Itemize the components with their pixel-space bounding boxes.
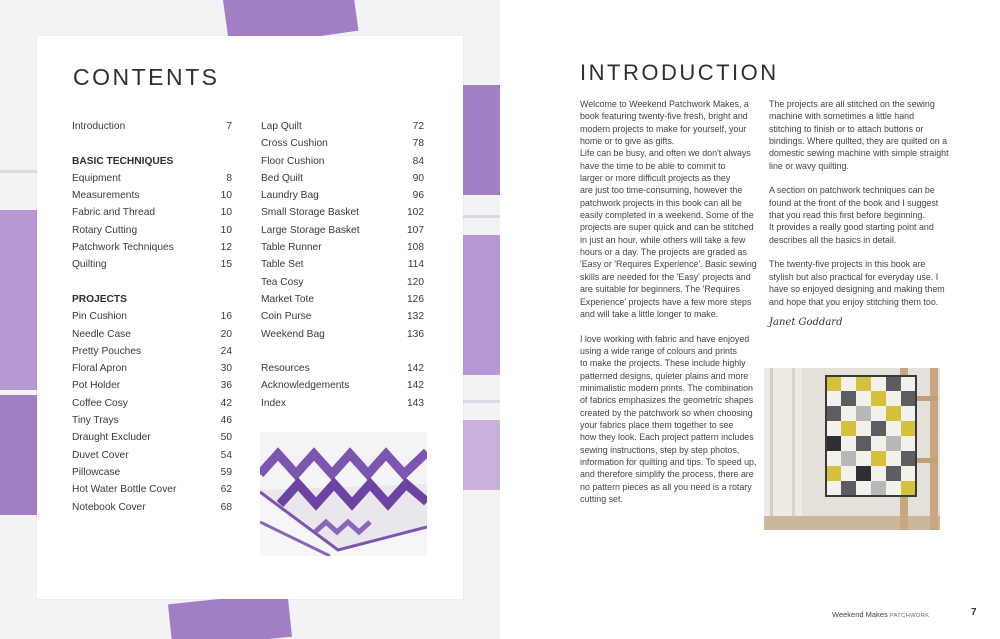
toc-entry-label: Pretty Pouches xyxy=(72,345,142,357)
quilt-square xyxy=(826,376,841,391)
introduction-title: INTRODUCTION xyxy=(580,60,779,85)
quilt-square xyxy=(901,451,916,466)
quilt-square xyxy=(886,481,901,496)
toc-entry-label: Weekend Bag xyxy=(261,328,325,340)
quilt-square xyxy=(841,421,856,436)
toc-entry-label: Index xyxy=(261,397,286,409)
toc-entry[interactable] xyxy=(72,187,232,204)
toc-entry-label: Bed Quilt xyxy=(261,172,303,184)
toc-entry-page: 143 xyxy=(407,397,424,409)
toc-entry[interactable] xyxy=(72,239,232,256)
quilt-patch xyxy=(0,395,40,515)
toc-entry-label: Duvet Cover xyxy=(72,449,129,461)
toc-entry-page: 108 xyxy=(407,242,424,254)
footer-section: PATCHWORK xyxy=(889,613,930,619)
quilt-square xyxy=(856,421,871,436)
toc-entry-page: 10 xyxy=(220,207,232,219)
page-number: 7 xyxy=(971,607,977,618)
quilt-square xyxy=(871,376,886,391)
toc-entry-label: Measurements xyxy=(72,190,140,202)
ladder-quilt-photo xyxy=(764,368,940,530)
introduction-column-1 xyxy=(580,98,760,505)
quilt-square xyxy=(826,391,841,406)
contents-card xyxy=(37,36,463,599)
quilt-square xyxy=(841,481,856,496)
quilt-square xyxy=(886,391,901,406)
contents-title: CONTENTS xyxy=(73,64,220,90)
toc-entry-page: 102 xyxy=(407,207,424,219)
toc-entry[interactable] xyxy=(72,170,232,187)
toc-entry-label: Equipment xyxy=(72,172,121,184)
intro-paragraph-3: I love working with fabric and have enjoyed using a wide range of colours and prints to make the projects. These include highly patterned designs, quieter plains and more minimalistic modern prints. The combination of fabrics emphasizes the geometric shapes created by the patchwork so when choosing your fabrics place them together to see how they look. Each project pattern includes sewing instructions, step by step photos, information for quilting and tips. To speed up, and therefore simplify the process, there are no pattern pieces as all you need is a rotary cutting set. xyxy=(580,333,757,504)
toc-entry-label: Pin Cushion xyxy=(72,311,127,323)
toc-entry-page: 90 xyxy=(412,172,424,184)
quilt-patch xyxy=(462,85,500,195)
toc-entry-label: Coin Purse xyxy=(261,311,312,323)
quilt-square xyxy=(826,421,841,436)
toc-entry-page: 8 xyxy=(226,172,232,184)
toc-entry[interactable] xyxy=(72,308,232,325)
toc-entry[interactable] xyxy=(72,222,232,239)
zigzag-quilt-photo xyxy=(260,432,427,556)
quilt-square xyxy=(871,466,886,481)
toc-entry-label: Table Set xyxy=(261,259,304,271)
toc-entry-label: Fabric and Thread xyxy=(72,207,156,219)
toc-entry[interactable] xyxy=(261,135,424,152)
toc-entry-label: Floral Apron xyxy=(72,363,127,375)
toc-entry-page: 96 xyxy=(412,190,424,202)
quilt-patch xyxy=(462,400,500,403)
quilt-square xyxy=(871,436,886,451)
toc-entry-label: Market Tote xyxy=(261,293,315,305)
toc-entry[interactable] xyxy=(261,256,424,273)
quilt-square xyxy=(871,391,886,406)
toc-entry-page: 30 xyxy=(220,363,232,375)
toc-entry-label: Tiny Trays xyxy=(72,415,119,427)
toc-section-heading: PROJECTS xyxy=(72,293,127,305)
toc-entry[interactable] xyxy=(261,274,424,291)
toc-spacer xyxy=(72,274,232,291)
toc-entry-page: 54 xyxy=(220,449,232,461)
toc-entry-label: Hot Water Bottle Cover xyxy=(72,484,177,496)
toc-entry[interactable] xyxy=(72,499,232,516)
toc-entry[interactable] xyxy=(72,481,232,498)
quilt-square xyxy=(901,436,916,451)
quilt-square xyxy=(886,406,901,421)
toc-entry[interactable] xyxy=(261,308,424,325)
quilt-square xyxy=(826,406,841,421)
quilt-square xyxy=(886,421,901,436)
quilt-square xyxy=(856,436,871,451)
toc-entry-page: 84 xyxy=(412,155,424,167)
toc-entry[interactable] xyxy=(72,464,232,481)
toc-entry[interactable] xyxy=(261,360,424,377)
toc-entry-label: Notebook Cover xyxy=(72,501,146,513)
hanging-quilt-illustration xyxy=(764,368,940,530)
toc-entry-label: Introduction xyxy=(72,121,126,132)
quilt-square xyxy=(841,376,856,391)
toc-entry-label: Lap Quilt xyxy=(261,121,302,132)
quilt-square xyxy=(901,406,916,421)
toc-entry-label: Table Runner xyxy=(261,242,322,254)
toc-entry[interactable] xyxy=(261,170,424,187)
toc-entry-label: Cross Cushion xyxy=(261,138,328,150)
toc-entry-label: Draught Excluder xyxy=(72,432,151,444)
toc-entry-label: Rotary Cutting xyxy=(72,224,138,236)
toc-column-2 xyxy=(261,118,424,412)
toc-entry-page: 12 xyxy=(220,242,232,254)
toc-section-heading: BASIC TECHNIQUES xyxy=(72,155,174,167)
toc-entry[interactable] xyxy=(261,222,424,239)
toc-entry[interactable] xyxy=(261,153,424,170)
toc-entry-page: 68 xyxy=(220,501,232,513)
toc-entry[interactable] xyxy=(261,118,424,135)
toc-entry[interactable] xyxy=(72,360,232,377)
quilt-square xyxy=(871,421,886,436)
toc-entry-page: 72 xyxy=(412,121,424,132)
introduction-column-2 xyxy=(769,98,949,329)
toc-entry-page: 46 xyxy=(220,415,232,427)
toc-entry-label: Laundry Bag xyxy=(261,190,319,202)
toc-entry-page: 10 xyxy=(220,190,232,202)
toc-entry-page: 10 xyxy=(220,224,232,236)
quilt-square xyxy=(871,481,886,496)
zigzag-quilt-illustration xyxy=(260,432,427,556)
toc-entry[interactable] xyxy=(72,429,232,446)
toc-entry[interactable] xyxy=(72,377,232,394)
quilt-square xyxy=(901,391,916,406)
toc-entry-page: 78 xyxy=(412,138,424,150)
toc-entry-page: 50 xyxy=(220,432,232,444)
quilt-square xyxy=(901,481,916,496)
quilt-square xyxy=(901,421,916,436)
quilt-square xyxy=(886,466,901,481)
toc-entry-label: Patchwork Techniques xyxy=(72,242,174,254)
quilt-square xyxy=(886,376,901,391)
toc-entry[interactable] xyxy=(261,291,424,308)
author-signature: Janet Goddard xyxy=(769,316,843,328)
quilt-square xyxy=(856,481,871,496)
quilt-square xyxy=(826,466,841,481)
toc-entry-page: 114 xyxy=(407,259,424,271)
toc-entry-page: 15 xyxy=(220,259,232,271)
toc-entry-label: Floor Cushion xyxy=(261,155,325,167)
toc-entry-page: 142 xyxy=(407,363,424,375)
intro-paragraph-5: A section on patchwork techniques can be found at the front of the book and I suggest that you read this first before beginning. It provides a really good starting point and describes all the basics in detail. xyxy=(769,185,939,245)
toc-entry-label: Small Storage Basket xyxy=(261,207,359,219)
toc-spacer xyxy=(261,343,424,360)
toc-entry-label: Needle Case xyxy=(72,328,131,340)
intro-paragraph-6: The twenty-five projects in this book are stylish but also practical for everyday use. I have so enjoyed designing and making them and hope that you enjoy stitching them too. xyxy=(769,259,945,307)
toc-entry[interactable] xyxy=(72,447,232,464)
quilt-square xyxy=(841,436,856,451)
quilt-square xyxy=(826,436,841,451)
toc-entry-page: 7 xyxy=(226,121,232,132)
toc-entry[interactable] xyxy=(261,377,424,394)
quilt-square xyxy=(871,451,886,466)
quilt-square xyxy=(841,391,856,406)
toc-entry-page: 36 xyxy=(220,380,232,392)
quilt-square xyxy=(871,406,886,421)
toc-entry-page: 142 xyxy=(407,380,424,392)
toc-entry-label: Large Storage Basket xyxy=(261,224,360,236)
toc-entry[interactable] xyxy=(261,326,424,343)
toc-entry-page: 24 xyxy=(220,345,232,357)
toc-entry-label: Tea Cosy xyxy=(261,276,304,288)
quilt-square xyxy=(856,391,871,406)
toc-entry[interactable] xyxy=(72,118,232,135)
quilt-square xyxy=(841,466,856,481)
quilt-square xyxy=(856,406,871,421)
quilt-patch xyxy=(0,210,40,390)
toc-entry[interactable] xyxy=(261,395,424,412)
toc-entry[interactable] xyxy=(261,187,424,204)
toc-entry[interactable] xyxy=(261,239,424,256)
quilt-square xyxy=(841,451,856,466)
quilt-patch xyxy=(462,420,500,490)
toc-entry[interactable] xyxy=(72,412,232,429)
quilt-patch xyxy=(0,170,40,173)
quilt-square xyxy=(841,406,856,421)
quilt-checker-grid xyxy=(826,376,916,496)
toc-entry[interactable] xyxy=(72,204,232,221)
toc-entry-label: Resources xyxy=(261,363,310,375)
toc-entry-page: 120 xyxy=(407,276,424,288)
intro-paragraph-1: Welcome to Weekend Patchwork Makes, a book featuring twenty-five fresh, bright and modern projects to make for yourself, your home or to give as gifts. xyxy=(580,99,749,147)
toc-entry[interactable] xyxy=(261,204,424,221)
toc-entry[interactable] xyxy=(72,395,232,412)
quilt-square xyxy=(901,466,916,481)
toc-entry-label: Acknowledgements xyxy=(261,380,350,392)
quilt-square xyxy=(856,466,871,481)
quilt-square xyxy=(856,376,871,391)
quilt-square xyxy=(886,451,901,466)
toc-entry-page: 62 xyxy=(220,484,232,496)
quilt-square xyxy=(826,481,841,496)
quilt-square xyxy=(856,451,871,466)
toc-entry-page: 132 xyxy=(407,311,424,323)
running-footer xyxy=(832,610,929,619)
toc-entry-label: Quilting xyxy=(72,259,107,271)
toc-entry-label: Pillowcase xyxy=(72,466,121,478)
toc-entry-page: 136 xyxy=(407,328,424,340)
toc-spacer xyxy=(72,135,232,152)
quilt-square xyxy=(826,451,841,466)
toc-entry-page: 59 xyxy=(220,466,232,478)
toc-entry-label: Coffee Cosy xyxy=(72,397,128,409)
quilt-patch xyxy=(462,215,500,218)
toc-entry-page: 16 xyxy=(220,311,232,323)
toc-entry-page: 20 xyxy=(220,328,232,340)
toc-column-1 xyxy=(72,118,232,516)
toc-entry[interactable] xyxy=(72,256,232,273)
toc-entry-label: Pot Holder xyxy=(72,380,121,392)
quilt-patch xyxy=(462,235,500,375)
toc-entry-page: 126 xyxy=(407,293,424,305)
quilt-square xyxy=(901,376,916,391)
intro-paragraph-4: The projects are all stitched on the sewing machine with sometimes a little hand stitching to finish or to attach buttons or bindings. Where quilted, they are quilted on a domestic sewing machine with simple straight line or wavy quilting. xyxy=(769,99,949,171)
toc-entry-page: 107 xyxy=(407,224,424,236)
quilt-square xyxy=(886,436,901,451)
toc-entry[interactable] xyxy=(72,343,232,360)
toc-entry[interactable] xyxy=(72,326,232,343)
footer-book-title: Weekend Makes xyxy=(832,610,888,619)
intro-paragraph-2: Life can be busy, and often we don't always have the time to be able to commit to larger or more difficult projects as they are just too time-consuming, however the patchwork projects in this book can all be easily completed in a weekend. Some of the projects are super quick and can be stitched in just an hour, while others will take a few hours or a day. The projects are graded as 'Easy or 'Requires Experience'. Basic sewing skills are needed for the 'Easy' projects and are suitable for beginners. The 'Requires Experience' projects have a few more steps and will take a little longer to make. xyxy=(580,148,757,319)
toc-entry-page: 42 xyxy=(220,397,232,409)
